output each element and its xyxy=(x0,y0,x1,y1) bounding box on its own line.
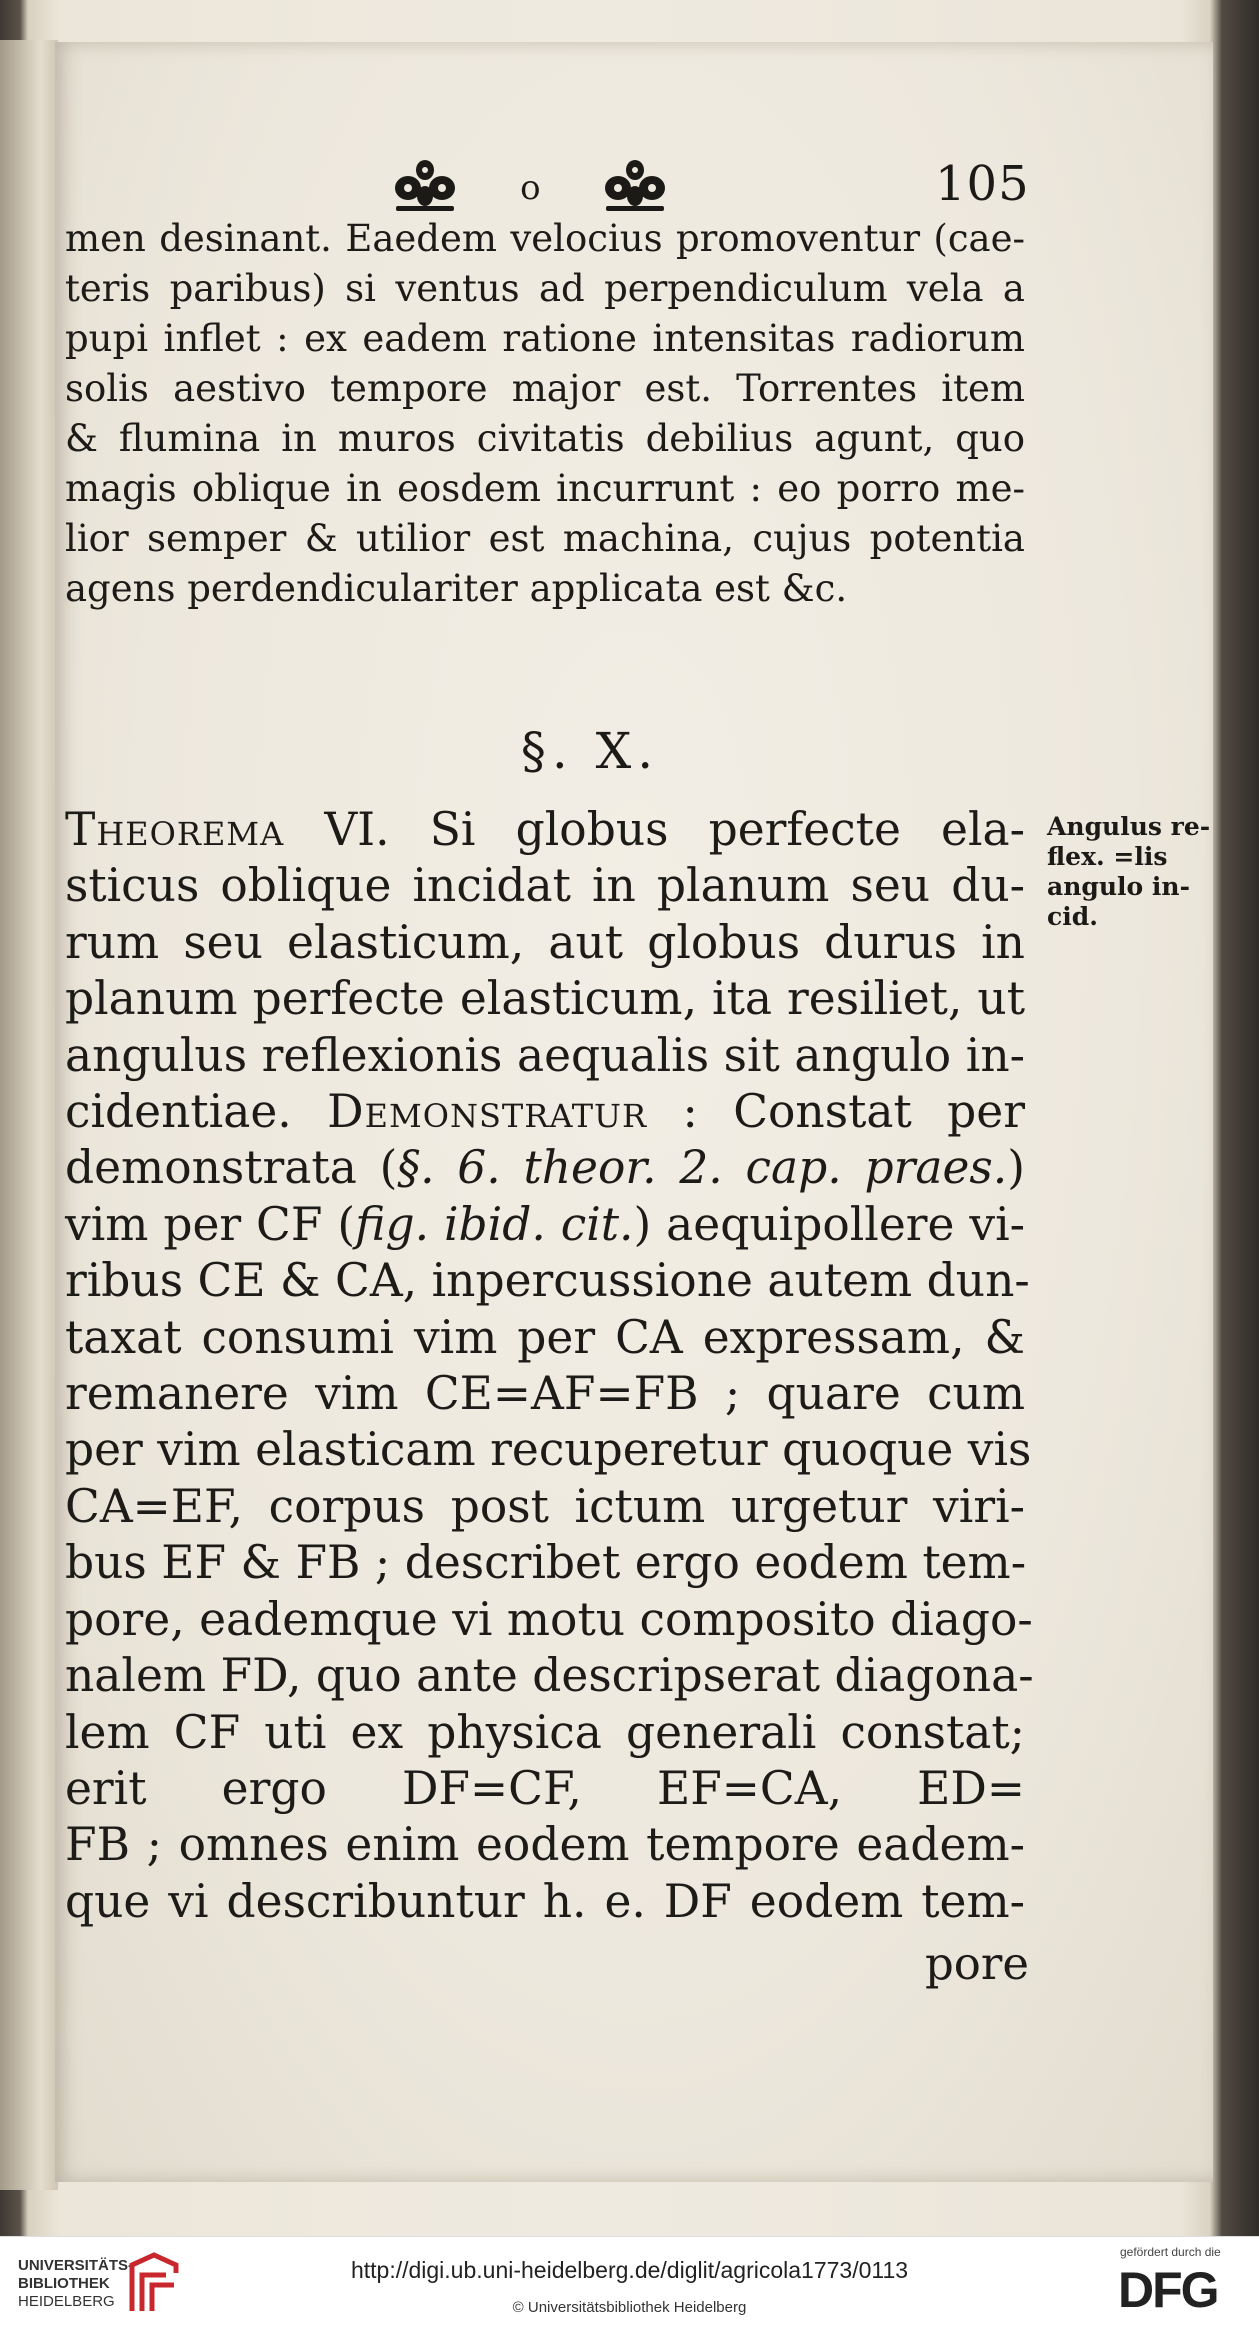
copyright-notice: © Universitätsbibliothek Heidelberg xyxy=(512,2299,747,2316)
section-heading: §. X. xyxy=(520,722,660,780)
paragraph-continuation xyxy=(65,214,1025,614)
fleuron-ornament-icon xyxy=(390,156,460,214)
marginal-line: cid. xyxy=(1047,902,1098,931)
text-line: per vim elasticam recuperetur quoque vis xyxy=(65,1423,1032,1477)
marginal-line: Angulus re- xyxy=(1047,812,1211,841)
text-line: men desinant. Eaedem velocius promoventur (cae- xyxy=(65,217,1025,260)
text-fragment: ) aequipollere vi- xyxy=(633,1197,1025,1251)
text-line: remanere vim CE=AF=FB ; quare cum xyxy=(65,1367,1025,1421)
text-line: CA=EF, corpus post ictum urgetur viri- xyxy=(65,1479,1025,1533)
text-line xyxy=(65,1084,1025,1140)
text-line: magis oblique in eosdem incurrunt : eo porro me- xyxy=(65,467,1025,510)
text-line: teris paribus) si ventus ad perpendiculum vela a xyxy=(65,267,1025,310)
middle-ornament: օ xyxy=(520,168,541,208)
marginal-line: angulo in- xyxy=(1047,872,1190,901)
text-fragment: cidentiae. xyxy=(65,1085,328,1139)
viewer-footer xyxy=(0,2236,1259,2328)
running-header xyxy=(55,152,1213,222)
permalink-url[interactable]: http://digi.ub.uni-heidelberg.de/diglit/agricola1773/0113 xyxy=(350,2257,909,2283)
text-line: lem CF uti ex physica generali constat; xyxy=(65,1705,1025,1759)
text-line: erit ergo DF=CF, EF=CA, ED= xyxy=(65,1761,1025,1815)
text-line: bus EF & FB ; describet ergo eodem tem- xyxy=(65,1536,1027,1590)
text-line: sticus oblique incidat in planum seu du- xyxy=(65,859,1025,913)
text-line: FB ; omnes enim eodem tempore eadem- xyxy=(65,1818,1025,1872)
text-line: rum seu elasticum, aut globus durus in xyxy=(65,915,1025,969)
funding-note: gefördert durch die xyxy=(1120,2245,1221,2259)
text-line xyxy=(65,1140,1025,1196)
dfg-logo: DFG xyxy=(1118,2262,1218,2318)
figure-reference: fig. ibid. cit. xyxy=(355,1197,634,1251)
library-name-line: BIBLIOTHEK xyxy=(18,2275,110,2292)
text-line: planum perfecte elasticum, ita resiliet, ut xyxy=(65,972,1025,1026)
text-line: lior semper & utilior est machina, cujus potentia xyxy=(65,517,1025,560)
text-fragment: ) xyxy=(1007,1141,1025,1195)
text-fragment: demonstrata ( xyxy=(65,1141,398,1195)
citation-reference: §. 6. theor. 2. cap. praes. xyxy=(397,1141,1008,1195)
theorem-label: Theorema xyxy=(65,803,285,856)
text-fragment: vim per CF ( xyxy=(65,1197,356,1251)
text-line: pupi inflet : ex eadem ratione intensitas radiorum xyxy=(65,317,1025,360)
text-line: angulus reflexionis aequalis sit angulo in- xyxy=(65,1028,1025,1082)
text-line: pore, eademque vi motu composito diago- xyxy=(65,1592,1033,1646)
library-name-line: HEIDELBERG xyxy=(18,2293,115,2310)
theorem-paragraph xyxy=(65,802,1034,1930)
text-fragment: VI. Si globus perfecte ela- xyxy=(284,803,1025,856)
demonstratur-label: Demonstratur xyxy=(327,1085,648,1139)
catchword: pore xyxy=(925,1937,1030,1990)
text-line: taxat consumi vim per CA expressam, & xyxy=(65,1310,1025,1364)
text-line: agens perdendiculariter applicata est &c. xyxy=(65,567,848,610)
book-page xyxy=(55,42,1213,2182)
text-line: & flumina in muros civitatis debilius agunt, quo xyxy=(65,417,1025,460)
previous-page-edge xyxy=(0,40,58,2190)
text-line: que vi describuntur h. e. DF eodem tem- xyxy=(65,1874,1025,1928)
page-number: 105 xyxy=(935,156,1030,212)
marginal-note xyxy=(1047,812,1211,932)
text-line xyxy=(65,1197,1025,1253)
text-fragment: : Constat per xyxy=(647,1085,1025,1139)
library-name-line: UNIVERSITÄTS- xyxy=(18,2257,134,2274)
marginal-line: flex. =lis xyxy=(1047,842,1168,871)
text-line: solis aestivo tempore major est. Torrentes item xyxy=(65,367,1025,410)
fleuron-ornament-icon xyxy=(600,156,670,214)
text-line: nalem FD, quo ante descripserat diagona- xyxy=(65,1649,1034,1703)
text-line: ribus CE & CA, inpercussione autem dun- xyxy=(65,1254,1030,1308)
text-line xyxy=(65,802,1025,858)
